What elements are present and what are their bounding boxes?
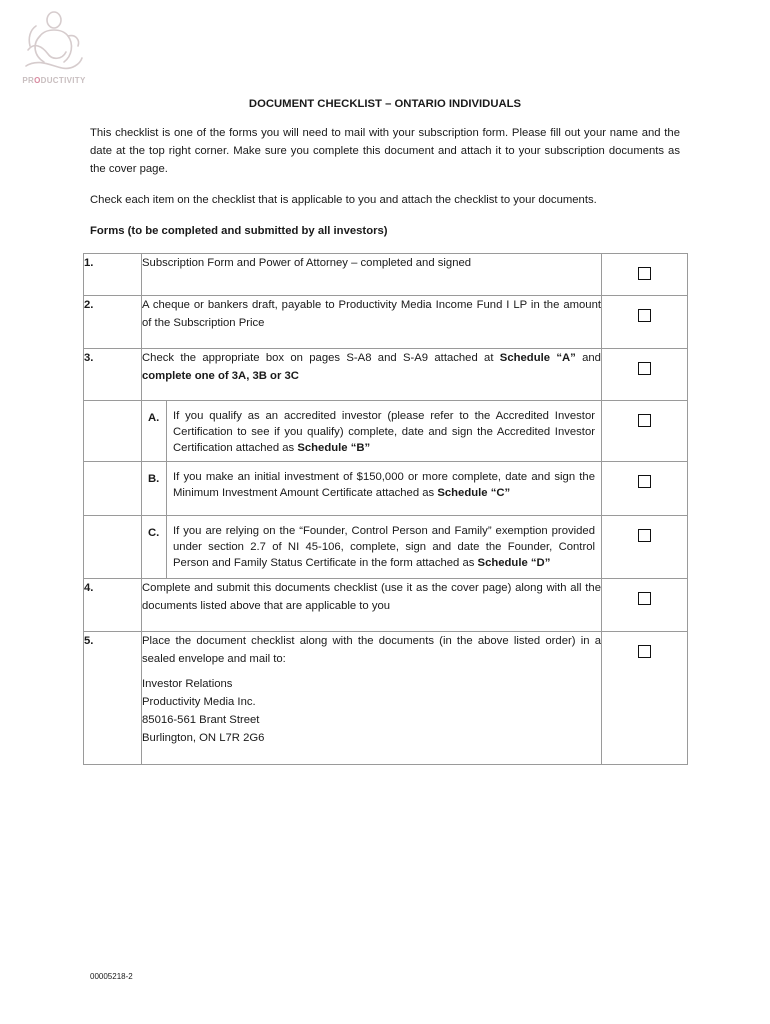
address-line: 85016-561 Brant Street [142,714,260,726]
checkbox[interactable] [638,414,651,427]
checkbox[interactable] [638,592,651,605]
item-text: A cheque or bankers draft, payable to Productivity Media Income Fund I LP in the amount of the Subscription Price [142,296,602,349]
checklist-subrow [84,516,688,579]
subitem-text: If you are relying on the “Founder, Control Person and Family” exemption provided under section 2.7 of NI 45-106, complete, sign and date the Founder, Control Person and Family Status Certificate in the form attached as Schedule “D” [173,525,595,569]
item-number: 2. [84,296,142,349]
company-logo [14,6,94,92]
checklist-row [84,579,688,632]
address-line: Productivity Media Inc. [142,696,256,708]
item-number: 1. [84,254,142,296]
checkbox[interactable] [638,309,651,322]
checkbox[interactable] [638,529,651,542]
subitem-text: If you qualify as an accredited investor (please refer to the Accredited Investor Certification to see if you qualify) complete, date and sign the Accredited Investor Certification attached as Schedule “B” [173,410,595,454]
checkbox[interactable] [638,475,651,488]
logo-wordmark: PRODUCTIVITY [22,76,86,85]
checkbox[interactable] [638,645,651,658]
checkbox[interactable] [638,267,651,280]
subitem-letter: C. [148,527,160,539]
item-number: 4. [84,579,142,632]
item-text: Check the appropriate box on pages S-A8 and S-A9 attached at Schedule “A” and complete one of 3A, 3B or 3C [142,349,602,401]
subitem-letter: A. [148,412,160,424]
item-text: Subscription Form and Power of Attorney – completed and signed [142,254,602,296]
mailing-address [142,675,601,747]
item-text: Place the document checklist along with the documents (in the above listed order) in a sealed envelope and mail to: [142,635,601,665]
address-line: Burlington, ON L7R 2G6 [142,732,265,744]
item-number: 3. [84,349,142,401]
forms-heading: Forms (to be completed and submitted by all investors) [90,225,388,237]
checklist-table [83,253,688,765]
subitem-letter: B. [148,473,160,485]
document-title: DOCUMENT CHECKLIST – ONTARIO INDIVIDUALS [248,98,522,110]
checklist-row [84,632,688,765]
checklist-row [84,349,688,401]
checklist-row [84,296,688,349]
checklist-subrow [84,462,688,516]
checklist-row [84,254,688,296]
item-text: Complete and submit this documents checklist (use it as the cover page) along with all the documents listed above that are applicable to you [142,579,602,632]
intro-paragraph: This checklist is one of the forms you will need to mail with your subscription form. Please fill out your name and the date at the top right corner. Make sure you complete this document and attach it to your subscription documents as the cover page. [90,127,680,175]
checklist-subrow [84,401,688,462]
checkbox[interactable] [638,362,651,375]
subitem-text: If you make an initial investment of $150,000 or more complete, date and sign the Minimum Investment Amount Certificate attached as Schedule “C” [173,471,595,499]
logo-figure-icon [18,6,88,78]
address-line: Investor Relations [142,678,233,690]
document-code: 00005218-2 [90,972,133,981]
check-instruction: Check each item on the checklist that is applicable to you and attach the checklist to your documents. [90,194,597,206]
item-number: 5. [84,632,142,765]
